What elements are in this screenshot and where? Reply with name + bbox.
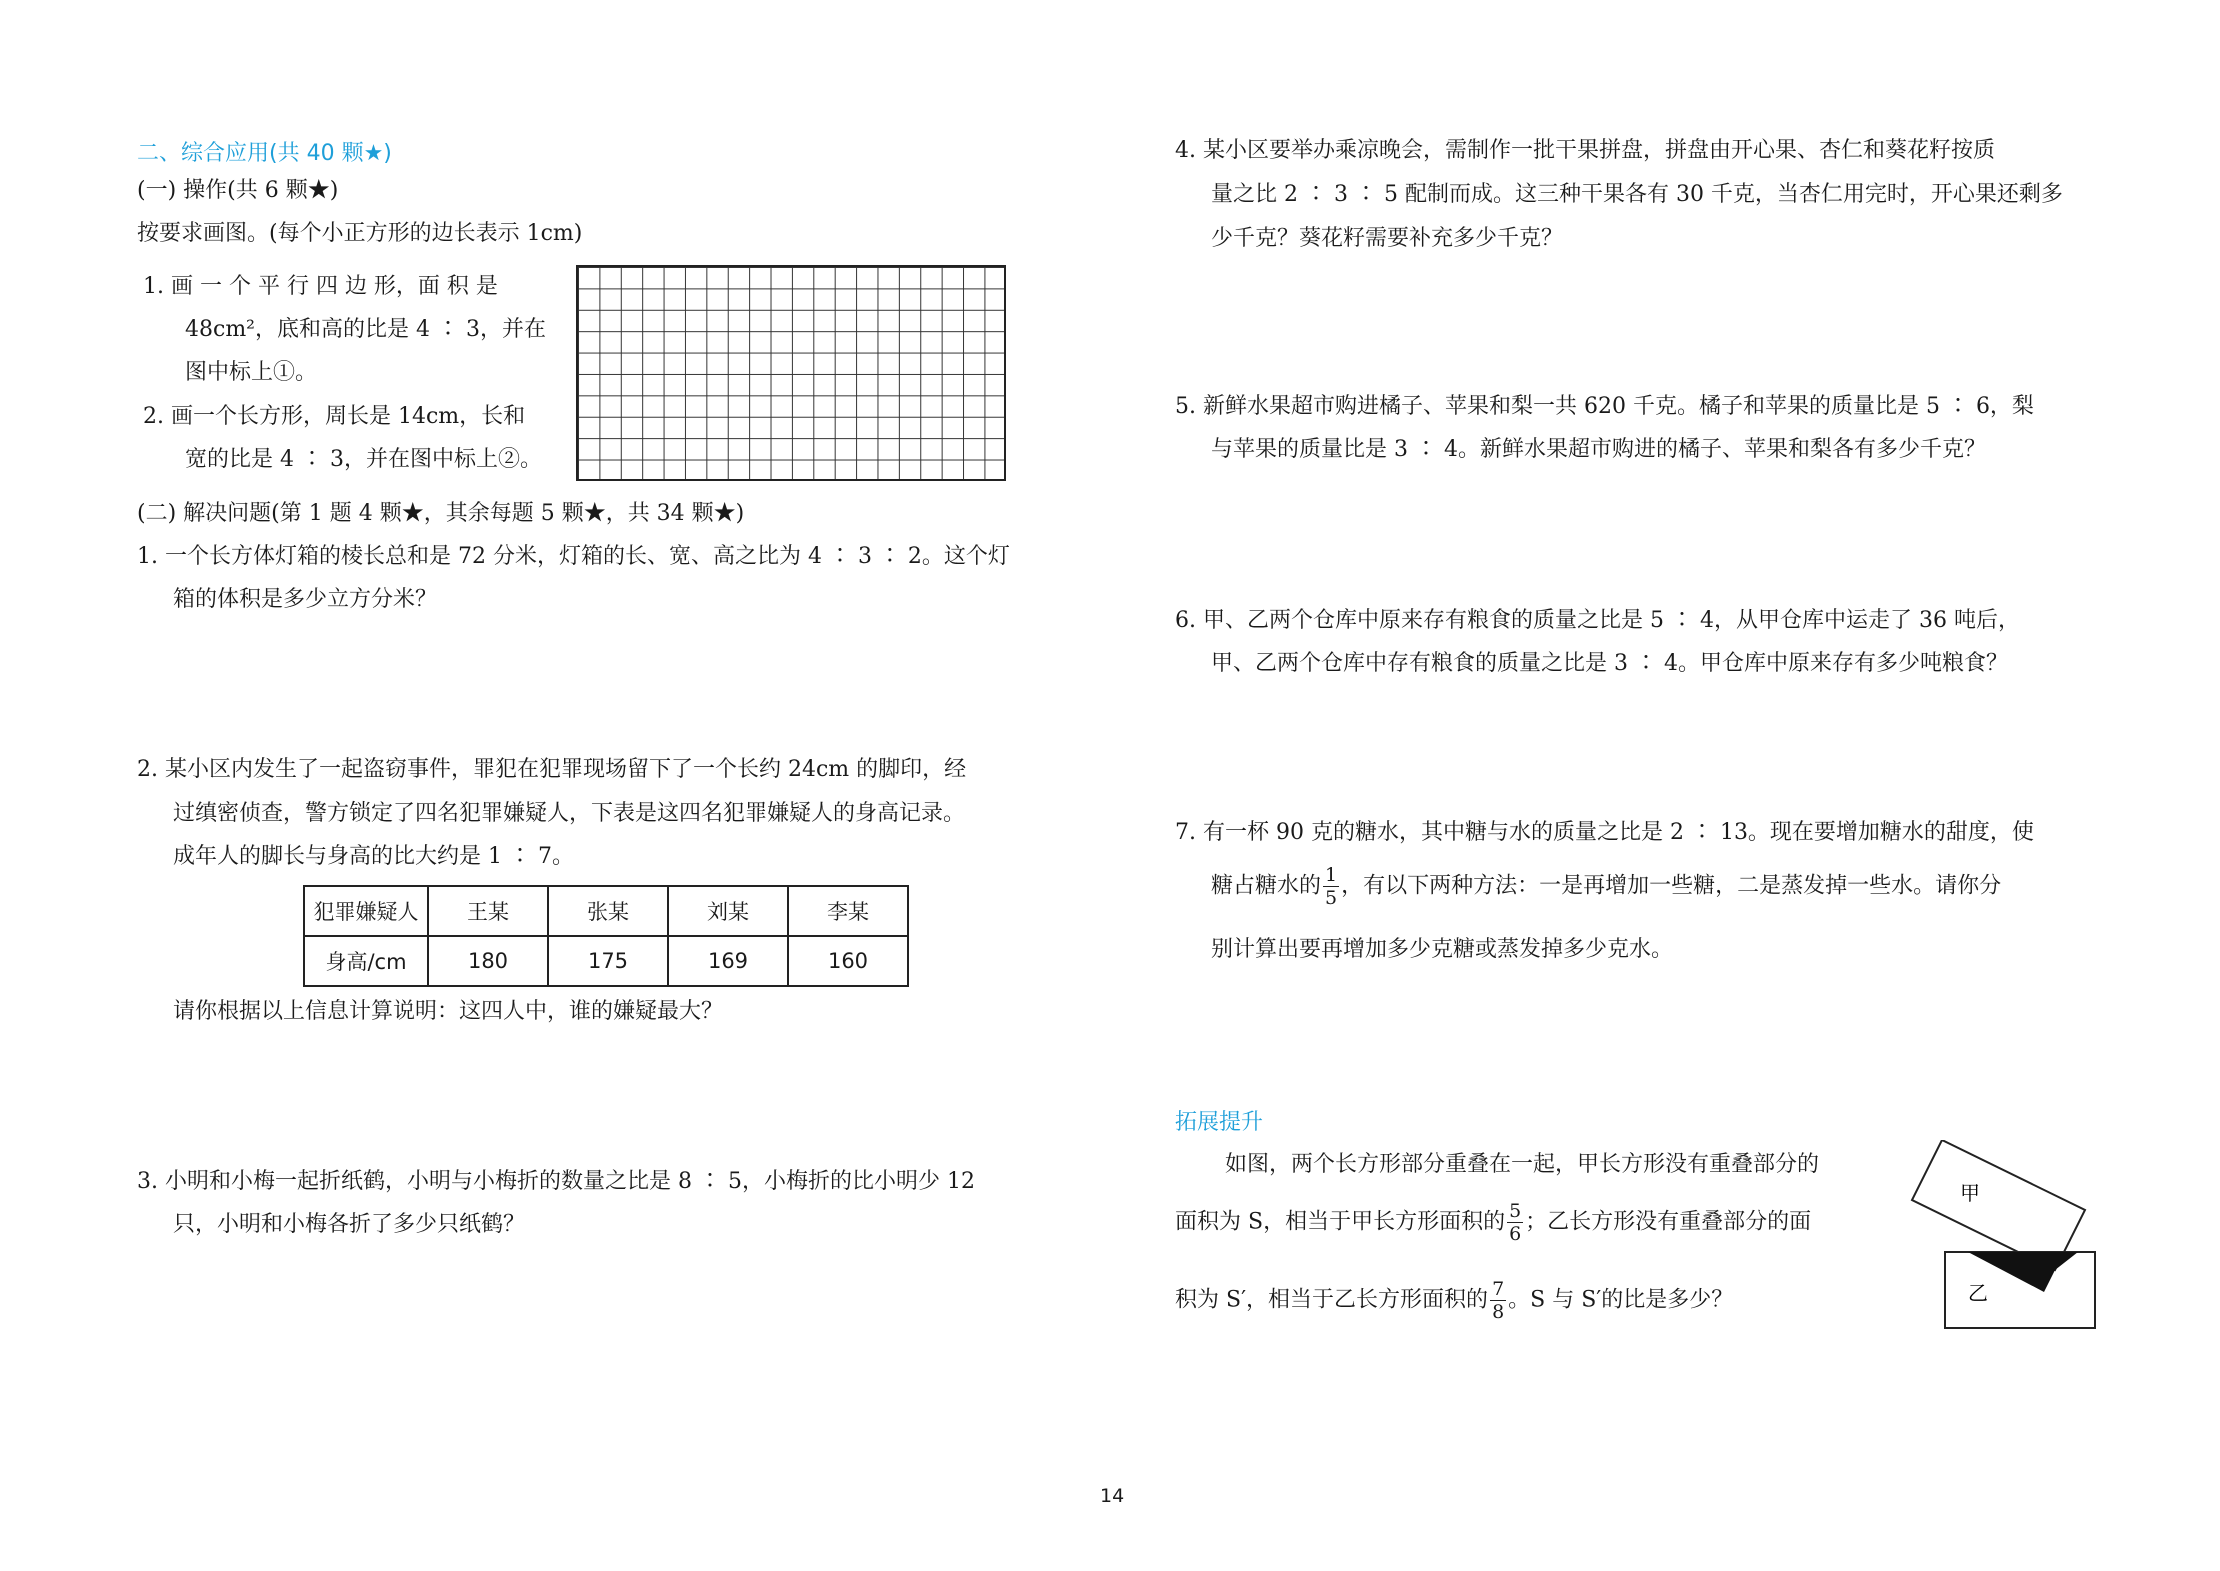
solve-title: (二) 解决问题(第 1 题 4 颗★，其余每题 5 颗★，共 34 颗★)	[137, 501, 745, 526]
q7-line1: 7. 有一杯 90 克的糖水，其中糖与水的质量之比是 2 ∶ 13。现在要增加糖水的甜度，使	[1175, 820, 2034, 845]
table-cell: 160	[788, 936, 908, 986]
q4-line1: 4. 某小区要举办乘凉晚会，需制作一批干果拼盘，拼盘由开心果、杏仁和葵花籽按质	[1175, 138, 1995, 163]
table-cell: 刘某	[668, 886, 788, 936]
extension-title: 拓展提升	[1175, 1110, 1264, 1135]
operation-instruction: 按要求画图。(每个小正方形的边长表示 1cm)	[137, 221, 583, 246]
ext-line3-post: 。S 与 S′的比是多少？	[1508, 1287, 1734, 1313]
table-cell: 175	[548, 936, 668, 986]
table-cell: 180	[428, 936, 548, 986]
q3-line1: 3. 小明和小梅一起折纸鹤，小明与小梅折的数量之比是 8 ∶ 5，小梅折的比小明少 12	[137, 1169, 975, 1194]
q4-line2: 量之比 2 ∶ 3 ∶ 5 配制而成。这三种干果各有 30 千克，当杏仁用完时，开心果还剩多	[1211, 182, 2063, 207]
overlapping-rectangles-figure	[1900, 1140, 2100, 1340]
q1-line1: 1. 一个长方体灯箱的棱长总和是 72 分米，灯箱的长、宽、高之比为 4 ∶ 3 ∶ 2。这个灯	[137, 544, 1010, 569]
section-title: 二、综合应用(共 40 颗★)	[137, 141, 392, 166]
ext-line1: 如图，两个长方形部分重叠在一起，甲长方形没有重叠部分的	[1225, 1152, 1820, 1177]
op1-line3: 图中标上①。	[185, 360, 318, 385]
fraction-numerator: 5	[1509, 1200, 1522, 1222]
op1-line1: 1. 画 一 个 平 行 四 边 形，面 积 是	[143, 274, 498, 299]
fraction-numerator: 1	[1325, 864, 1338, 886]
q2-question: 请你根据以上信息计算说明：这四人中，谁的嫌疑最大？	[173, 999, 724, 1024]
q4-line3: 少千克？葵花籽需要补充多少千克？	[1211, 226, 1564, 251]
table-cell: 犯罪嫌疑人	[304, 886, 428, 936]
ext-line2-pre: 面积为 S，相当于甲长方形面积的	[1175, 1209, 1506, 1235]
q7-line2-pre: 糖占糖水的	[1211, 873, 1322, 899]
q6-line2: 甲、乙两个仓库中存有粮食的质量之比是 3 ∶ 4。甲仓库中原来存有多少吨粮食？	[1211, 651, 2008, 676]
suspect-table	[303, 885, 909, 987]
q5-line2: 与苹果的质量比是 3 ∶ 4。新鲜水果超市购进的橘子、苹果和梨各有多少千克？	[1211, 437, 1986, 462]
operation-title: (一) 操作(共 6 颗★)	[137, 178, 339, 203]
op2-line2: 宽的比是 4 ∶ 3，并在图中标上②。	[185, 447, 542, 472]
fraction	[1323, 864, 1339, 909]
fraction-denominator: 5	[1325, 887, 1338, 909]
ext-line3-pre: 积为 S′，相当于乙长方形面积的	[1175, 1287, 1489, 1313]
op2-line1: 2. 画一个长方形，周长是 14cm，长和	[143, 404, 526, 429]
op1-line2: 48cm²，底和高的比是 4 ∶ 3，并在	[185, 317, 546, 342]
fraction-denominator: 6	[1509, 1223, 1522, 1245]
label-jia: 甲	[1960, 1181, 1980, 1205]
ext-line3	[1175, 1278, 1733, 1323]
q7-line2	[1211, 864, 2001, 909]
fraction-denominator: 8	[1492, 1301, 1505, 1323]
table-cell: 张某	[548, 886, 668, 936]
q2-line2: 过缜密侦查，警方锁定了四名犯罪嫌疑人，下表是这四名犯罪嫌疑人的身高记录。	[173, 801, 966, 826]
q2-line3: 成年人的脚长与身高的比大约是 1 ∶ 7。	[173, 844, 574, 869]
q6-line1: 6. 甲、乙两个仓库中原来存有粮食的质量之比是 5 ∶ 4，从甲仓库中运走了 36 吨后，	[1175, 608, 2020, 633]
fraction	[1507, 1200, 1523, 1245]
table-cell: 李某	[788, 886, 908, 936]
q5-line1: 5. 新鲜水果超市购进橘子、苹果和梨一共 620 千克。橘子和苹果的质量比是 5 ∶ 6，梨	[1175, 394, 2034, 419]
table-row	[304, 936, 908, 986]
drawing-grid[interactable]	[576, 265, 1006, 481]
q2-line1: 2. 某小区内发生了一起盗窃事件，罪犯在犯罪现场留下了一个长约 24cm 的脚印，经	[137, 757, 967, 782]
rectangle-jia	[1912, 1140, 2085, 1270]
ext-line2	[1175, 1200, 1811, 1245]
table-row	[304, 886, 908, 936]
table-cell: 169	[668, 936, 788, 986]
table-cell: 身高/cm	[304, 936, 428, 986]
q7-line2-post: ，有以下两种方法：一是再增加一些糖，二是蒸发掉一些水。请你分	[1341, 873, 2002, 899]
q1-line2: 箱的体积是多少立方分米？	[173, 587, 438, 612]
fraction	[1490, 1278, 1506, 1323]
q3-line2: 只，小明和小梅各折了多少只纸鹤？	[173, 1212, 526, 1237]
fraction-numerator: 7	[1492, 1278, 1505, 1300]
page-number: 14	[1100, 1485, 1125, 1507]
ext-line2-post: ；乙长方形没有重叠部分的面	[1525, 1209, 1812, 1235]
table-cell: 王某	[428, 886, 548, 936]
label-yi: 乙	[1968, 1281, 1988, 1305]
q7-line3: 别计算出要再增加多少克糖或蒸发掉多少克水。	[1211, 937, 1674, 962]
